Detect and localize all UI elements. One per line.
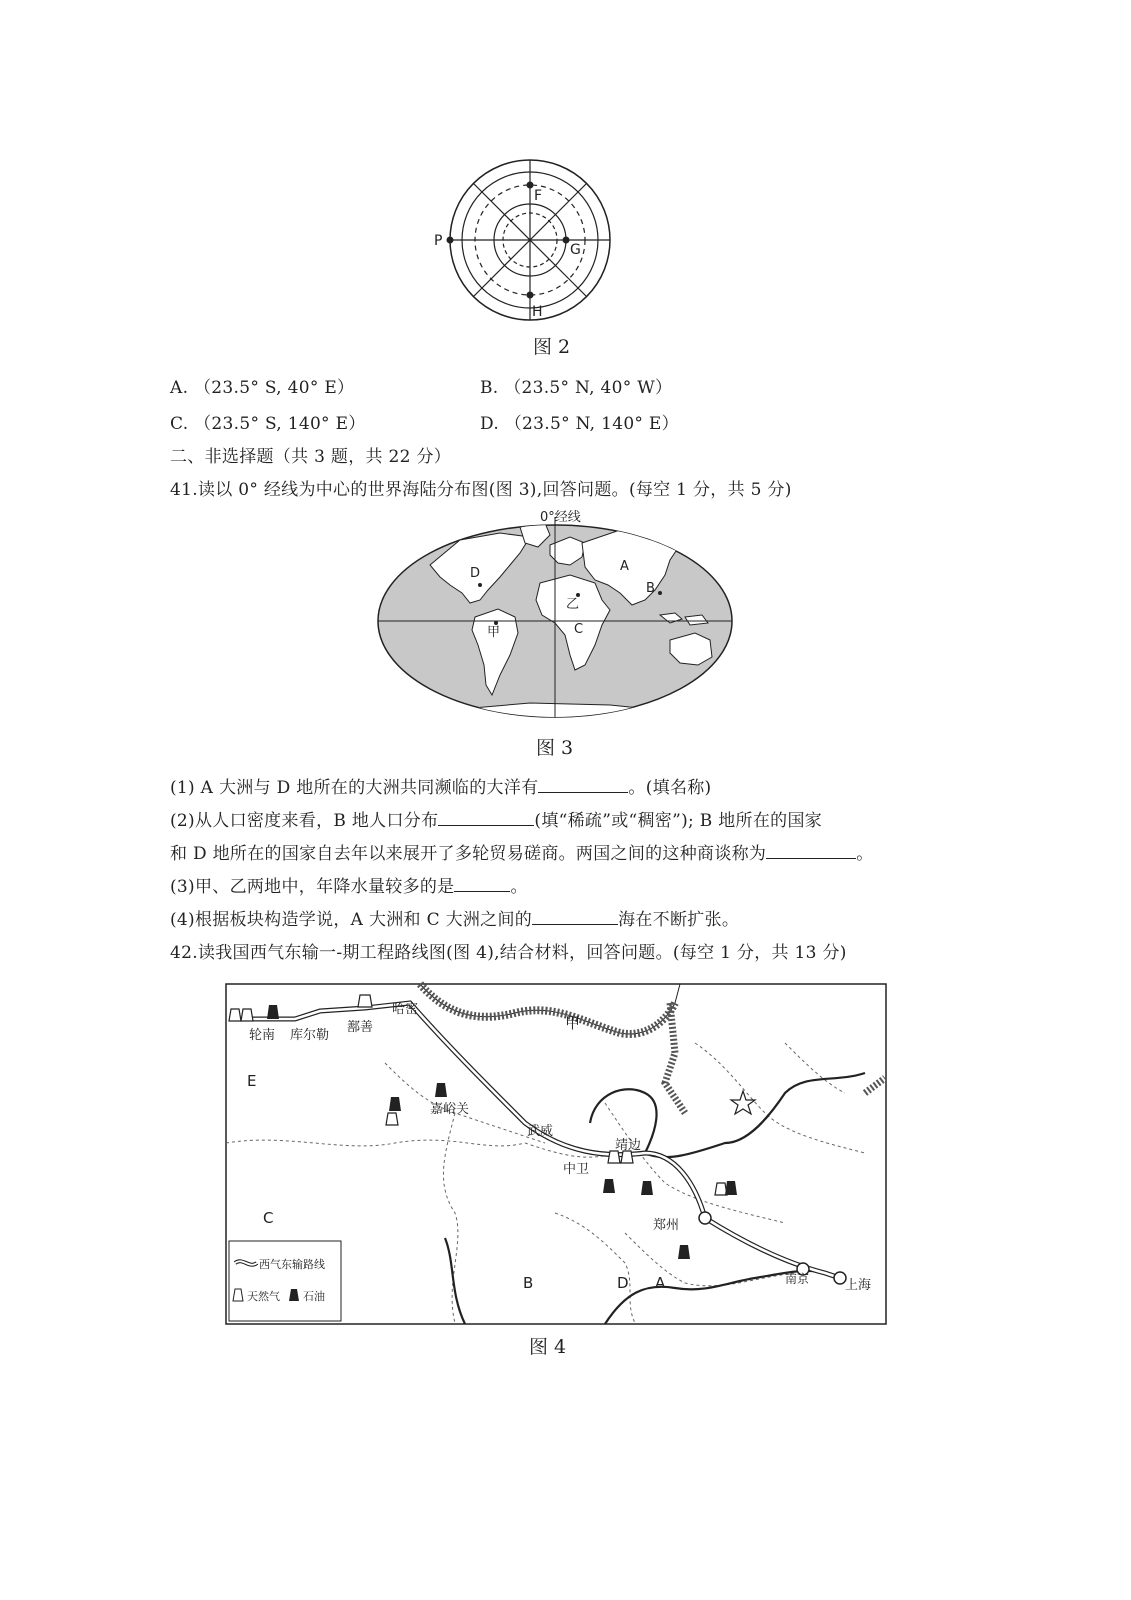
option-a: A. （23.5° S, 40° E）	[170, 378, 355, 398]
figure-3-caption: 图 3	[536, 737, 574, 759]
city-zhongwei: 中卫	[563, 1162, 590, 1177]
q41-sub1-before: (1) A 大洲与 D 地所在的大洲共同濒临的大洋有	[170, 778, 539, 798]
q41-sub2b-after: 。	[856, 844, 874, 864]
figure-4-caption: 图 4	[529, 1336, 567, 1358]
q41-sub4	[170, 905, 739, 930]
figure-2-polar-diagram	[434, 150, 620, 330]
region-d: D	[617, 1274, 629, 1292]
label-h: H	[532, 304, 543, 320]
legend-pipeline: 西气东输路线	[259, 1258, 325, 1271]
answer-blank[interactable]	[454, 877, 510, 892]
label-p: P	[434, 233, 443, 249]
city-hami: 哈密	[392, 1002, 419, 1017]
city-shanghai: 上海	[845, 1278, 872, 1293]
city-zhengzhou: 郑州	[653, 1218, 680, 1233]
region-a: A	[655, 1274, 666, 1292]
option-b: B. （23.5° N, 40° W）	[480, 378, 673, 398]
q41-sub4-before: (4)根据板块构造学说，A 大洲和 C 大洲之间的	[170, 910, 533, 930]
q42-stem: 42.读我国西气东输一-期工程路线图(图 4),结合材料，回答问题。(每空 1 分，共 13 分)	[170, 943, 847, 963]
map-label-jia: 甲	[487, 625, 501, 640]
legend-gas: 天然气	[247, 1290, 280, 1303]
section-heading: 二、非选择题（共 3 题，共 22 分）	[170, 447, 452, 467]
city-jiayuguan: 嘉峪关	[430, 1102, 470, 1117]
q41-sub1	[170, 773, 711, 798]
q41-sub3	[170, 872, 528, 897]
city-nanjing: 南京	[785, 1272, 810, 1286]
option-c: C. （23.5° S, 140° E）	[170, 414, 366, 434]
region-c: C	[263, 1209, 274, 1227]
city-jingbian: 靖边	[615, 1138, 642, 1153]
region-b: B	[523, 1274, 534, 1292]
region-jia: 甲	[565, 1014, 581, 1032]
figure-4-pipeline-map	[225, 983, 887, 1325]
q41-sub4-after: 海在不断扩张。	[618, 910, 740, 930]
q41-sub2a-before: (2)从人口密度来看，B 地人口分布	[170, 811, 439, 831]
map-label-c: C	[574, 622, 584, 637]
city-lunnan: 轮南	[249, 1028, 276, 1043]
city-kuerle: 库尔勒	[290, 1028, 330, 1043]
meridian-label: 0°经线	[540, 510, 581, 525]
figure-3-world-map	[370, 505, 740, 720]
q41-sub2b-before: 和 D 地所在的国家自去年以来展开了多轮贸易磋商。两国之间的这种商谈称为	[170, 844, 767, 864]
q41-sub2a-after: (填“稀疏”或“稠密”); B 地所在的国家	[534, 811, 823, 831]
figure-2-caption: 图 2	[533, 336, 571, 358]
q41-sub3-after: 。	[510, 877, 528, 897]
answer-blank[interactable]	[532, 910, 618, 925]
map-label-yi: 乙	[566, 597, 580, 612]
map-label-b: B	[646, 581, 655, 596]
city-wuwei: 武威	[527, 1124, 554, 1139]
answer-blank[interactable]	[766, 844, 856, 859]
option-d: D. （23.5° N, 140° E）	[480, 414, 679, 434]
q41-sub1-after: 。(填名称)	[628, 778, 712, 798]
answer-blank[interactable]	[438, 811, 534, 826]
map-legend	[229, 1241, 341, 1321]
q41-sub2a	[170, 806, 822, 831]
map-label-a: A	[620, 559, 629, 574]
q41-sub2b	[170, 839, 874, 864]
label-f: F	[534, 188, 543, 204]
label-g: G	[570, 242, 581, 258]
answer-blank[interactable]	[538, 778, 628, 793]
city-shanshan: 鄯善	[347, 1020, 374, 1035]
q41-sub3-before: (3)甲、乙两地中，年降水量较多的是	[170, 877, 455, 897]
legend-oil: 石油	[303, 1290, 325, 1303]
q41-stem: 41.读以 0° 经线为中心的世界海陆分布图(图 3),回答问题。(每空 1 分，共 5 分)	[170, 480, 792, 500]
region-e: E	[247, 1072, 257, 1090]
map-label-d: D	[470, 566, 481, 581]
